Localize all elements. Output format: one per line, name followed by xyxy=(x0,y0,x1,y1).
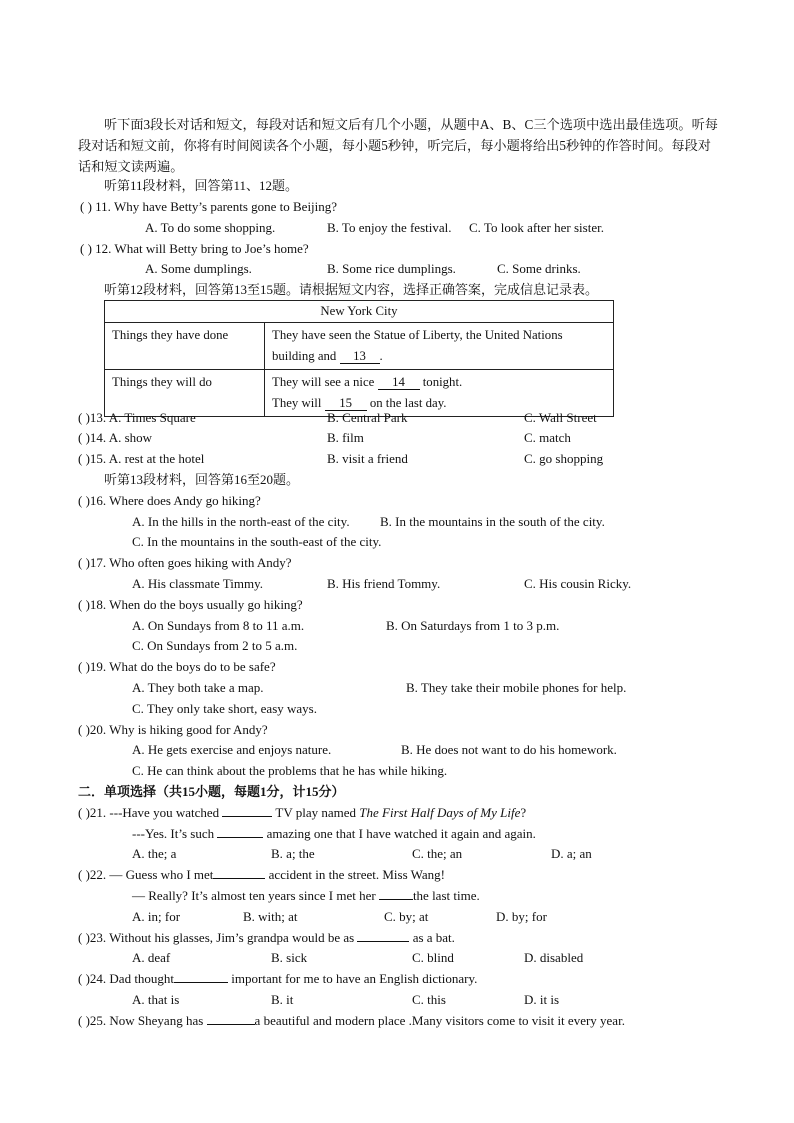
section-12-label: 听第12段材料，回答第13至15题。请根据短文内容，选择正确答案，完成信息记录表。 xyxy=(104,282,599,297)
question-24-option-d: D. it is xyxy=(524,992,560,1007)
question-15-stem: ( )15. A. rest at the hotel xyxy=(78,451,205,466)
question-13-stem: ( )13. A. Times Square xyxy=(78,410,196,425)
question-18-stem: ( )18. When do the boys usually go hiking? xyxy=(78,597,303,612)
section-13-label: 听第13段材料，回答第16至20题。 xyxy=(104,472,300,487)
blank xyxy=(222,816,272,817)
question-11-option-a: A. To do some shopping. xyxy=(145,220,276,235)
question-21-option-d: D. a; an xyxy=(551,846,592,861)
question-20-option-a: A. He gets exercise and enjoys nature. xyxy=(132,742,332,757)
table-row-will-do-label: Things they will do xyxy=(105,370,265,417)
question-24-option-a: A. that is xyxy=(132,992,180,1007)
question-22-stem: ( )22. — Guess who I met accident in the street. Miss Wang! xyxy=(78,867,445,882)
question-21-option-a: A. the; a xyxy=(132,846,177,861)
question-17-stem: ( )17. Who often goes hiking with Andy? xyxy=(78,555,292,570)
question-11-option-c: C. To look after her sister. xyxy=(469,220,604,235)
question-21-option-b: B. a; the xyxy=(271,846,315,861)
blank-13: 13 xyxy=(340,349,380,364)
question-23-option-a: A. deaf xyxy=(132,950,171,965)
question-16-stem: ( )16. Where does Andy go hiking? xyxy=(78,493,261,508)
question-20-option-b: B. He does not want to do his homework. xyxy=(401,742,617,757)
question-17-option-a: A. His classmate Timmy. xyxy=(132,576,263,591)
question-14-stem: ( )14. A. show xyxy=(78,430,153,445)
question-15-option-c: C. go shopping xyxy=(524,451,604,466)
question-24-stem: ( )24. Dad thought important for me to have an English dictionary. xyxy=(78,971,478,986)
blank xyxy=(174,982,228,983)
question-19-option-a: A. They both take a map. xyxy=(132,680,264,695)
question-23-option-d: D. disabled xyxy=(524,950,584,965)
question-22-option-a: A. in; for xyxy=(132,909,181,924)
table-row-will-do-value: They will see a nice 14 tonight. They will 15 on the last day. xyxy=(265,370,614,417)
blank xyxy=(357,941,409,942)
question-14-option-b: B. film xyxy=(327,430,364,445)
question-21-stem: ( )21. ---Have you watched TV play named The First Half Days of My Life? xyxy=(78,805,527,820)
question-17-option-c: C. His cousin Ricky. xyxy=(524,576,632,591)
question-12-option-b: B. Some rice dumplings. xyxy=(327,261,456,276)
blank xyxy=(379,899,413,900)
question-18-option-a: A. On Sundays from 8 to 11 a.m. xyxy=(132,618,305,633)
question-11-option-b: B. To enjoy the festival. xyxy=(327,220,452,235)
question-13-option-b: B. Central Park xyxy=(327,410,408,425)
question-22-option-b: B. with; at xyxy=(243,909,298,924)
info-record-table xyxy=(104,300,614,417)
question-20-option-c: C. He can think about the problems that he has while hiking. xyxy=(132,763,448,778)
blank xyxy=(207,1024,255,1025)
tv-play-title: The First Half Days of My Life xyxy=(359,805,521,820)
question-25-stem: ( )25. Now Sheyang has a beautiful and modern place .Many visitors come to visit it every year. xyxy=(78,1013,625,1028)
question-21-line-2: ---Yes. It’s such amazing one that I have watched it again and again. xyxy=(132,826,536,841)
question-16-option-a: A. In the hills in the north-east of the city. xyxy=(132,514,350,529)
table-row-done-value: They have seen the Statue of Liberty, the United Nations building and 13 . xyxy=(265,323,614,370)
question-22-option-c: C. by; at xyxy=(384,909,429,924)
listening-instructions: 听下面3段长对话和短文，每段对话和短文后有几个小题，从题中A、B、C三个选项中选出最佳选项。听每段对话和短文前，你将有时间阅读各个小题，每小题5秒钟，听完后，每小题将给出5秒钟的作答时间。每段对话和短文读两遍。 xyxy=(78,117,718,174)
table-row-done-label: Things they have done xyxy=(105,323,265,370)
section-11-label: 听第11段材料，回答第11、12题。 xyxy=(104,178,299,193)
blank xyxy=(213,878,265,879)
question-23-option-b: B. sick xyxy=(271,950,308,965)
question-19-option-c: C. They only take short, easy ways. xyxy=(132,701,317,716)
question-16-option-b: B. In the mountains in the south of the city. xyxy=(380,514,605,529)
question-14-option-c: C. match xyxy=(524,430,571,445)
question-24-option-b: B. it xyxy=(271,992,294,1007)
question-22-line-2: — Really? It’s almost ten years since I met her the last time. xyxy=(132,888,480,903)
question-24-option-c: C. this xyxy=(412,992,446,1007)
blank-15: 15 xyxy=(325,396,367,411)
question-16-option-c: C. In the mountains in the south-east of the city. xyxy=(132,534,382,549)
part-2-title: 二．单项选择（共15小题，每题1分，计15分） xyxy=(78,784,345,799)
question-12-stem: ( ) 12. What will Betty bring to Joe’s home? xyxy=(80,241,309,256)
question-19-option-b: B. They take their mobile phones for help. xyxy=(406,680,627,695)
blank xyxy=(217,837,263,838)
question-23-stem: ( )23. Without his glasses, Jim’s grandpa would be as as a bat. xyxy=(78,930,455,945)
question-22-option-d: D. by; for xyxy=(496,909,547,924)
question-12-option-a: A. Some dumplings. xyxy=(145,261,252,276)
blank-14: 14 xyxy=(378,375,420,390)
table-title: New York City xyxy=(105,301,614,323)
question-17-option-b: B. His friend Tommy. xyxy=(327,576,441,591)
question-18-option-c: C. On Sundays from 2 to 5 a.m. xyxy=(132,638,298,653)
question-12-option-c: C. Some drinks. xyxy=(497,261,581,276)
question-19-stem: ( )19. What do the boys do to be safe? xyxy=(78,659,276,674)
question-13-option-c: C. Wall Street xyxy=(524,410,597,425)
question-18-option-b: B. On Saturdays from 1 to 3 p.m. xyxy=(386,618,560,633)
question-21-option-c: C. the; an xyxy=(412,846,463,861)
question-23-option-c: C. blind xyxy=(412,950,454,965)
question-11-stem: ( ) 11. Why have Betty’s parents gone to Beijing? xyxy=(80,199,338,214)
question-15-option-b: B. visit a friend xyxy=(327,451,408,466)
question-20-stem: ( )20. Why is hiking good for Andy? xyxy=(78,722,268,737)
